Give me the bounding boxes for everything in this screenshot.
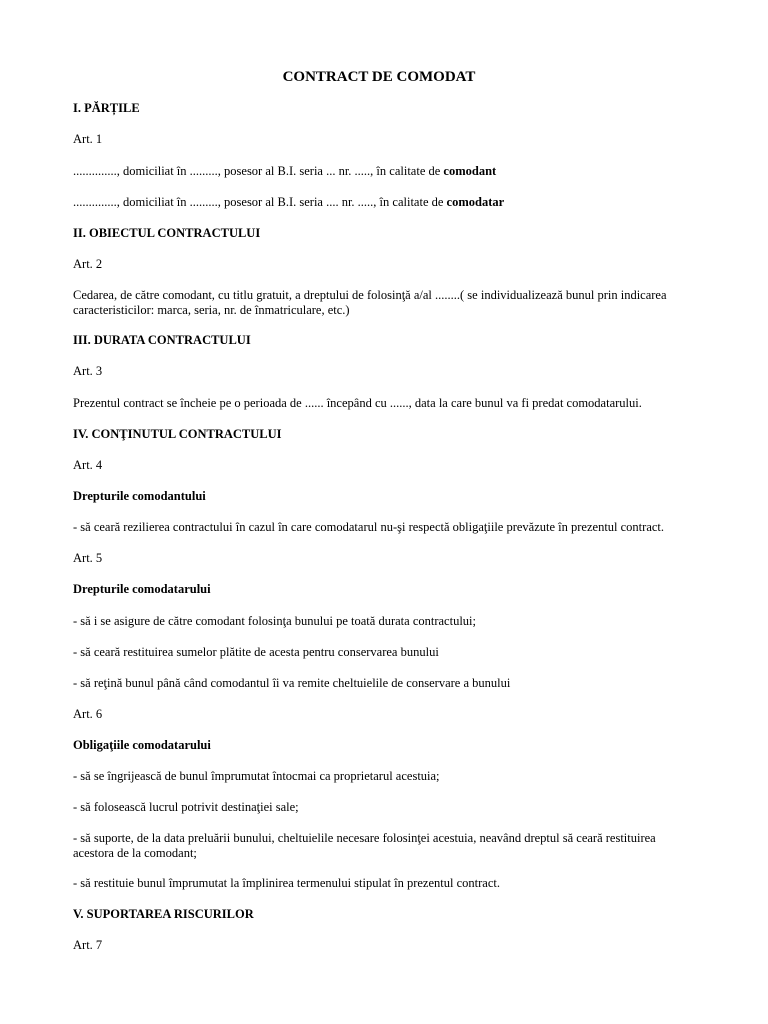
party-comodatar-line: [73, 195, 703, 210]
list-item: - să se îngrijească de bunul împrumutat întocmai ca proprietarul acestuia;: [73, 769, 440, 783]
list-item: - să restituie bunul împrumutat la împlinirea termenului stipulat în prezentul contract.: [73, 876, 500, 890]
party-comodant-text: .............., domiciliat în ........., posesor al B.I. seria ... nr. ....., în calitate de: [73, 164, 444, 178]
article-label: Art. 1: [73, 132, 103, 146]
party-comodant-line: [73, 164, 703, 179]
list-item: - să ceară restituirea sumelor plătite de acesta pentru conservarea bunului: [73, 645, 439, 659]
article-label: Art. 5: [73, 551, 103, 565]
article-label: Art. 4: [73, 458, 103, 472]
document-page: [73, 0, 703, 1024]
article-label: Art. 2: [73, 257, 103, 271]
list-item: - să suporte, de la data preluării bunului, cheltuielile necesare folosinţei acestuia, neavând dreptul să ceară restituirea acestora de la comodant;: [73, 831, 656, 860]
section-heading-object: II. OBIECTUL CONTRACTULUI: [73, 226, 261, 240]
list-item: - să reţină bunul până când comodantul îi va remite cheltuielile de conservare a bunului: [73, 676, 511, 690]
party-comodant-role: comodant: [443, 164, 497, 178]
section-heading-parties: I. PĂRȚILE: [73, 101, 140, 115]
list-item: - să ceară rezilierea contractului în cazul în care comodatarul nu-şi respectă obligaţiile prevăzute în prezentul contract.: [73, 520, 665, 534]
article-label: Art. 7: [73, 938, 103, 952]
party-comodatar-text: .............., domiciliat în ........., posesor al B.I. seria .... nr. ....., în calitate de: [73, 195, 447, 209]
party-comodatar-role: comodatar: [446, 195, 505, 209]
list-item: - să i se asigure de către comodant folosinţa bunului pe toată durata contractului;: [73, 614, 476, 628]
section-heading-content: IV. CONŢINUTUL CONTRACTULUI: [73, 427, 282, 441]
duration-paragraph: Prezentul contract se încheie pe o perioada de ...... începând cu ......, data la care bunul va fi predat comodatarului.: [73, 396, 642, 410]
object-paragraph: Cedarea, de către comodant, cu titlu gratuit, a dreptului de folosinţă a/al ........( se individualizează bunul prin indicarea caracteristicilor: marca, seria, nr. de înmatriculare, etc.): [73, 288, 667, 317]
list-item: - să folosească lucrul potrivit destinaţiei sale;: [73, 800, 299, 814]
subheading-comodatar-rights: Drepturile comodatarului: [73, 582, 211, 596]
document-title: CONTRACT DE COMODAT: [282, 69, 476, 85]
article-label: Art. 6: [73, 707, 103, 721]
section-heading-risks: V. SUPORTAREA RISCURILOR: [73, 907, 254, 921]
article-label: Art. 3: [73, 364, 103, 378]
section-heading-duration: III. DURATA CONTRACTULUI: [73, 333, 251, 347]
subheading-comodant-rights: Drepturile comodantului: [73, 489, 206, 503]
subheading-comodatar-obligations: Obligaţiile comodatarului: [73, 738, 211, 752]
